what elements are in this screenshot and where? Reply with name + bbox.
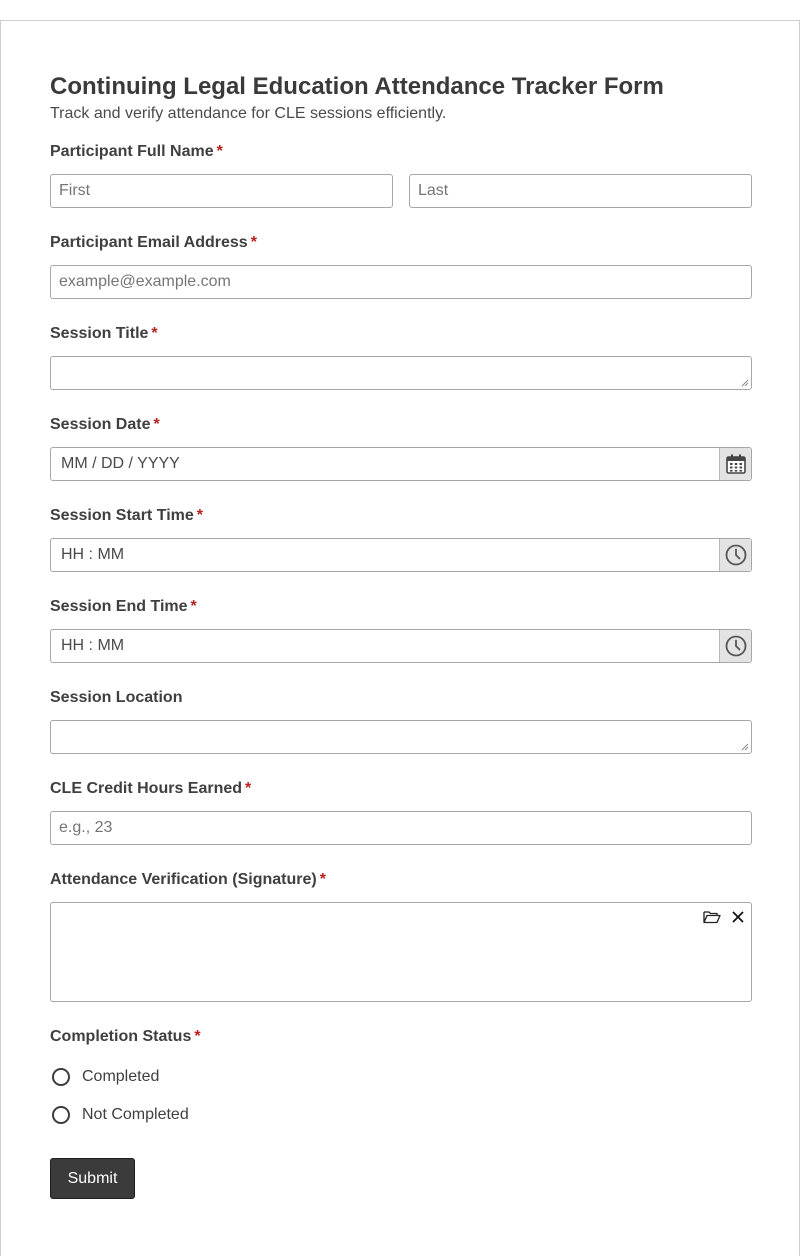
credit-hours-label: CLE Credit Hours Earned * xyxy=(50,780,252,797)
close-icon xyxy=(732,911,744,923)
radio-not-completed[interactable] xyxy=(52,1106,70,1124)
required-mark: * xyxy=(245,780,252,797)
location-label: Session Location xyxy=(50,689,183,706)
session-title-field xyxy=(50,324,752,344)
clock-icon xyxy=(724,634,748,658)
end-time-input[interactable]: HH : MM xyxy=(50,629,752,663)
calendar-button[interactable] xyxy=(719,448,751,480)
start-time-field xyxy=(50,506,752,563)
required-mark: * xyxy=(250,234,257,251)
location-textarea[interactable] xyxy=(50,720,752,754)
signature-field xyxy=(50,870,752,890)
calendar-icon xyxy=(725,453,747,475)
last-name-input[interactable] xyxy=(409,174,752,208)
full-name-label: Participant Full Name * xyxy=(50,143,223,160)
email-input[interactable] xyxy=(50,265,752,299)
required-mark: * xyxy=(319,871,326,888)
session-date-label: Session Date * xyxy=(50,416,160,433)
session-title-textarea[interactable] xyxy=(50,356,752,390)
radio-completed[interactable] xyxy=(52,1068,70,1086)
credit-hours-field xyxy=(50,779,752,799)
session-date-input[interactable]: MM / DD / YYYY xyxy=(50,447,752,481)
form-subtitle: Track and verify attendance for CLE sessions efficiently. xyxy=(50,105,447,122)
first-name-input[interactable] xyxy=(50,174,393,208)
form-container xyxy=(0,20,800,1256)
end-time-field xyxy=(50,597,752,654)
required-mark: * xyxy=(153,416,160,433)
required-mark: * xyxy=(190,598,197,615)
email-label: Participant Email Address * xyxy=(50,234,257,251)
email-field xyxy=(50,233,752,253)
required-mark: * xyxy=(194,1028,201,1045)
resize-grip-icon[interactable] xyxy=(741,743,749,751)
start-time-input[interactable]: HH : MM xyxy=(50,538,752,572)
radio-label-not-completed: Not Completed xyxy=(82,1106,189,1123)
required-mark: * xyxy=(151,325,158,342)
signature-label: Attendance Verification (Signature) * xyxy=(50,871,326,888)
end-time-clock-button[interactable] xyxy=(719,630,751,662)
required-mark: * xyxy=(216,143,223,160)
completion-status-field xyxy=(50,1027,752,1123)
completion-status-label: Completion Status * xyxy=(50,1028,201,1045)
session-date-field xyxy=(50,415,752,472)
credit-hours-input[interactable] xyxy=(50,811,752,845)
full-name-field xyxy=(50,142,752,162)
signature-clear-button[interactable] xyxy=(729,909,747,925)
session-title-label: Session Title * xyxy=(50,325,158,342)
clock-icon xyxy=(724,543,748,567)
end-time-label: Session End Time * xyxy=(50,598,197,615)
required-mark: * xyxy=(196,507,203,524)
signature-upload-button[interactable] xyxy=(703,909,721,925)
radio-option-not-completed[interactable] xyxy=(50,1103,189,1127)
start-time-label: Session Start Time * xyxy=(50,507,203,524)
signature-pad[interactable] xyxy=(50,902,752,1002)
resize-grip-icon[interactable] xyxy=(741,379,749,387)
start-time-clock-button[interactable] xyxy=(719,539,751,571)
submit-button[interactable]: Submit xyxy=(50,1158,135,1199)
folder-open-icon xyxy=(703,910,721,924)
signature-tools xyxy=(703,909,747,925)
form-title: Continuing Legal Education Attendance Tracker Form xyxy=(50,73,664,100)
radio-option-completed[interactable] xyxy=(50,1065,159,1089)
radio-label-completed: Completed xyxy=(82,1068,160,1085)
location-field xyxy=(50,688,752,708)
